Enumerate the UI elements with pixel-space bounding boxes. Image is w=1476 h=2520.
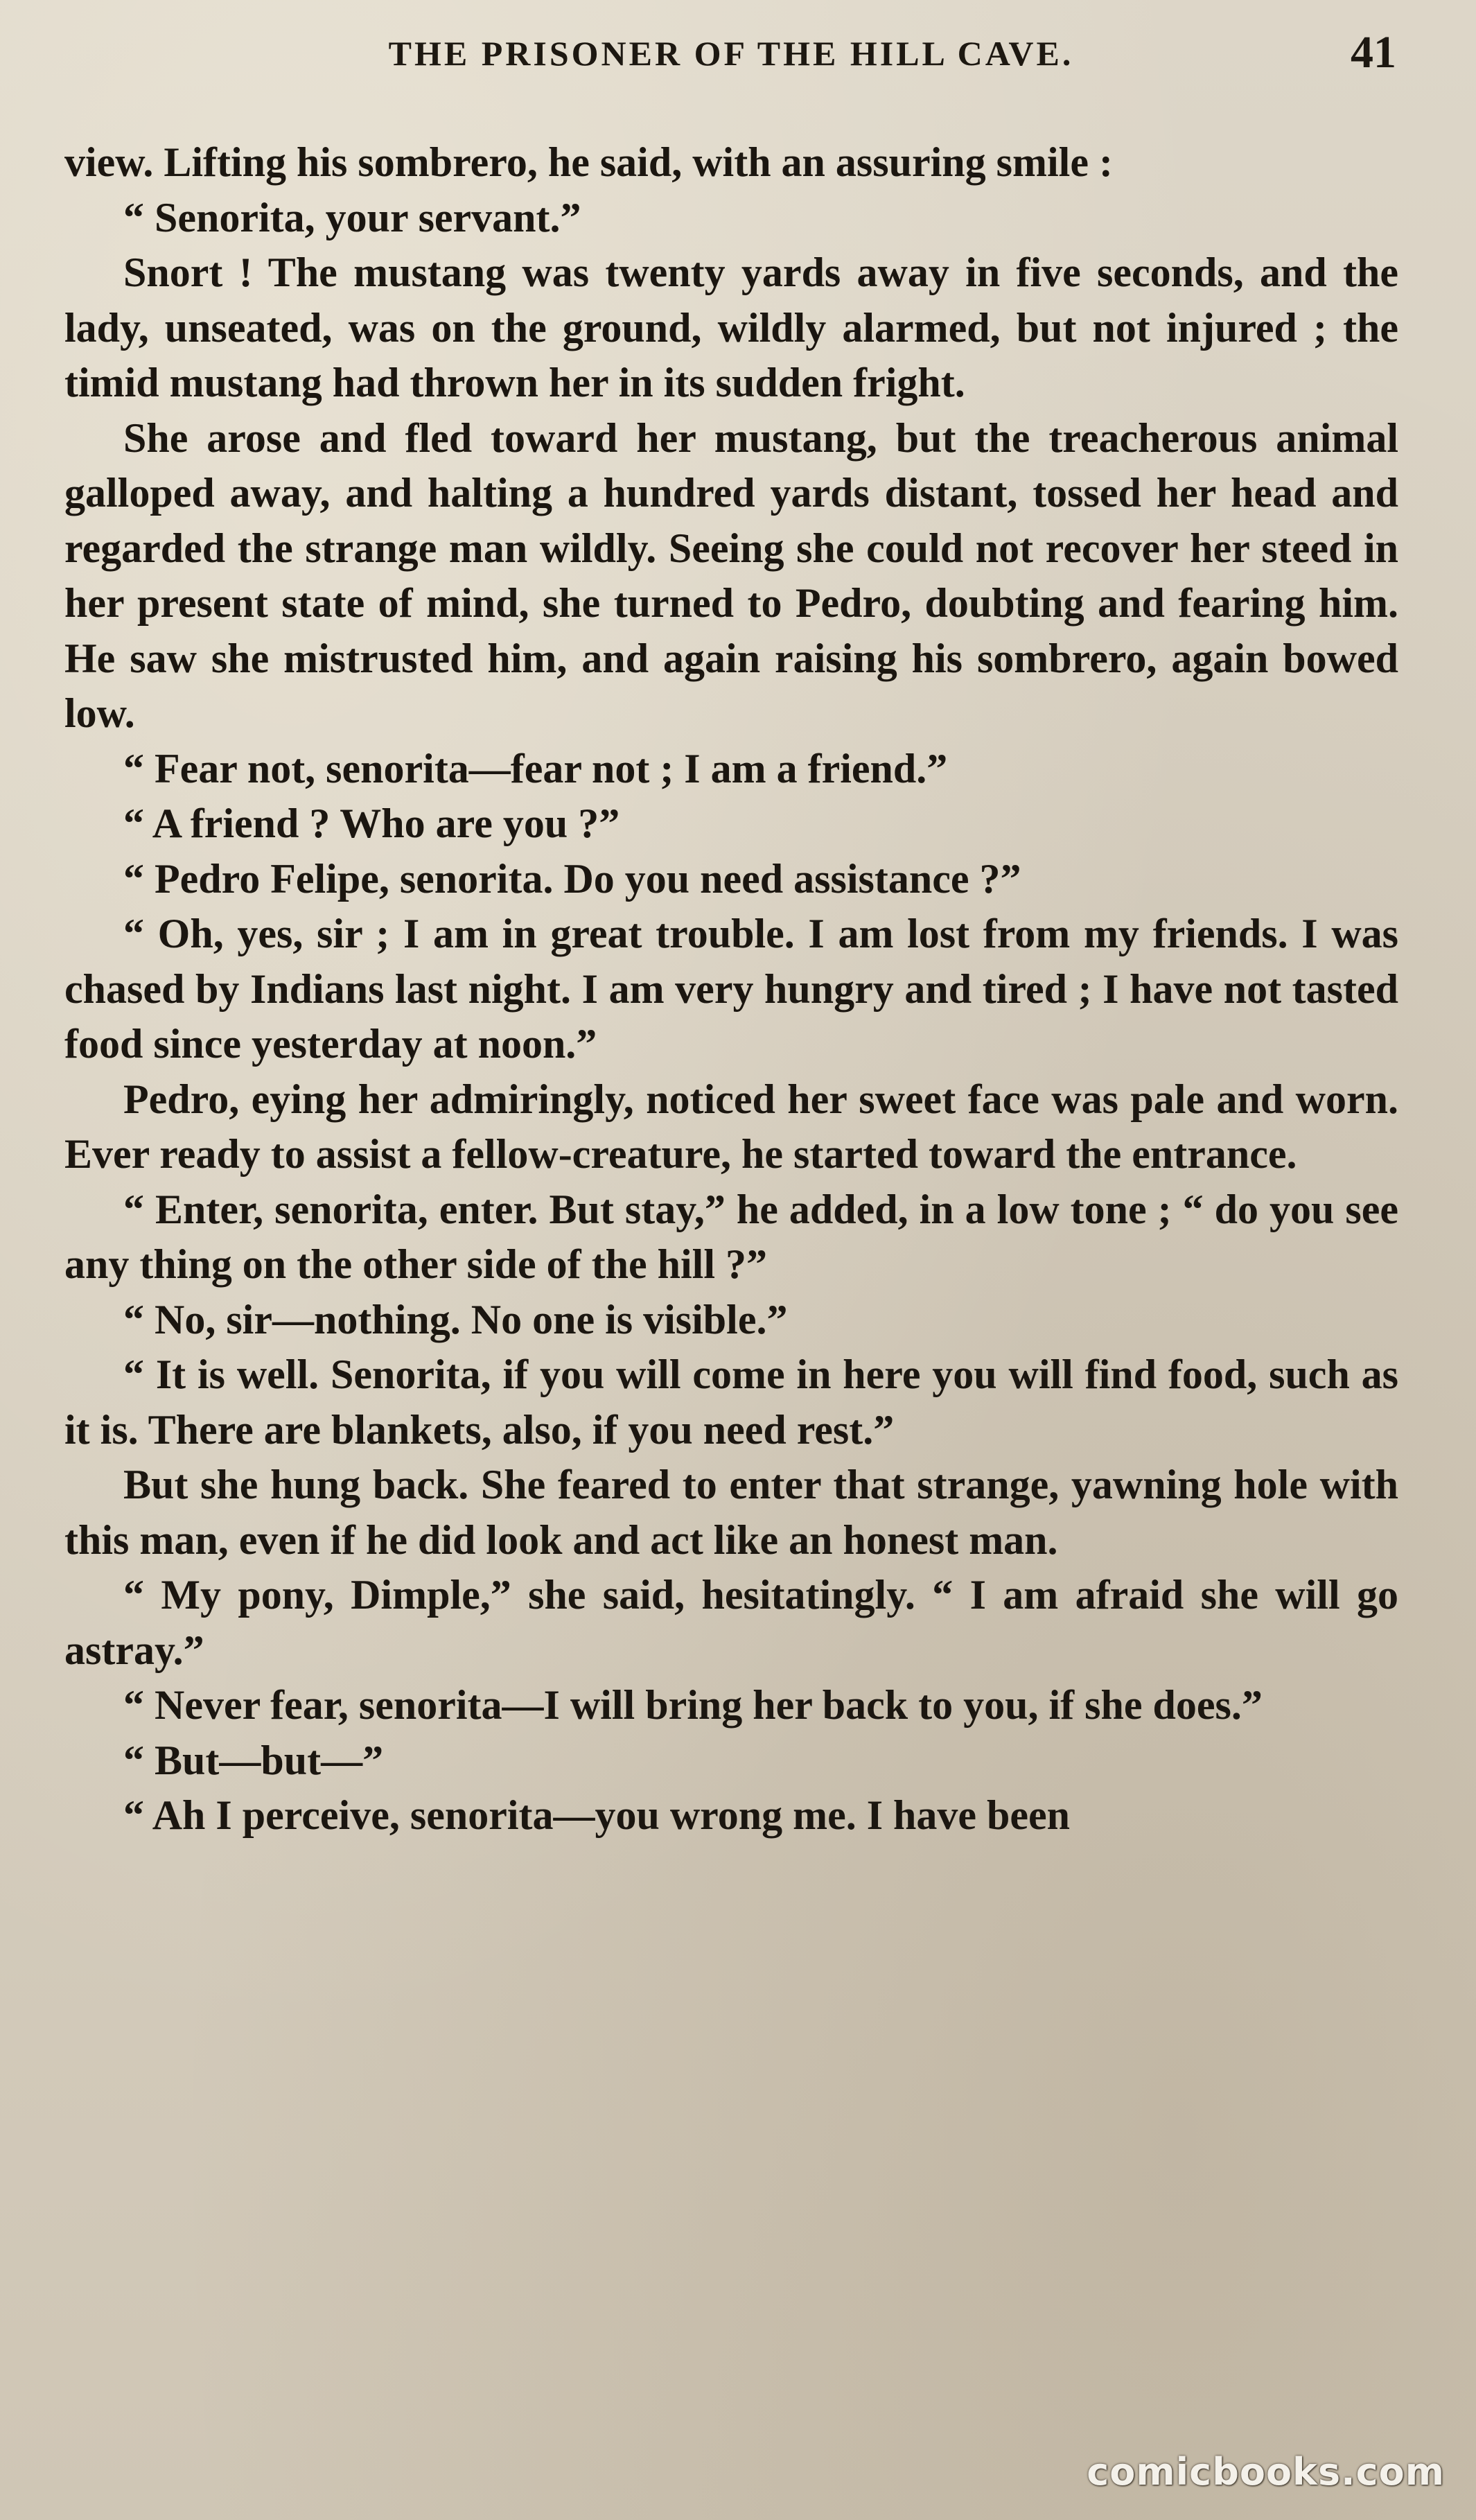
paragraph: “ Fear not, senorita—fear not ; I am a friend.”: [123, 745, 948, 791]
page-number: 41: [1351, 27, 1396, 78]
paragraph: Snort ! The mustang was twenty yards away in five seconds, and the lady, unseated, was on the ground, wildly alarmed, but not injured ; the timid mustang had thrown her in its sudden fright.: [64, 250, 1398, 405]
paragraph: “ Ah I perceive, senorita—you wrong me. I have been: [123, 1792, 1071, 1838]
page-header: [66, 26, 1396, 89]
paragraph: “ It is well. Senorita, if you will come in here you will find food, such as it is. There are blankets, also, if you need rest.”: [64, 1351, 1398, 1453]
paragraph: But she hung back. She feared to enter that strange, yawning hole with this man, even if he did look and act like an honest man.: [64, 1462, 1398, 1563]
paragraph: “ My pony, Dimple,” she said, hesitatingly. “ I am afraid she will go astray.”: [64, 1572, 1398, 1673]
paragraph: “ A friend ? Who are you ?”: [123, 800, 620, 846]
running-title: THE PRISONER OF THE HILL CAVE.: [388, 34, 1074, 73]
paragraph: She arose and fled toward her mustang, but the treacherous animal galloped away, and halting a hundred yards distant, tossed her head and regarded the strange man wildly. Seeing she could not recover her steed in her present state of mind, she turned to Pedro, doubting and fearing him. He saw she mistrusted him, and again raising his sombrero, again bowed low.: [64, 414, 1398, 736]
paragraph: “ Oh, yes, sir ; I am in great trouble. I am lost from my friends. I was chased by Indians last night. I am very hungry and tired ; I have not tasted food since yesterday at noon.”: [64, 911, 1398, 1067]
body-text: [64, 135, 1398, 1844]
paragraph: Pedro, eying her admiringly, noticed her sweet face was pale and worn. Ever ready to assist a fellow-creature, he started toward the entrance.: [64, 1076, 1398, 1177]
paragraph: “ Pedro Felipe, senorita. Do you need assistance ?”: [123, 855, 1021, 902]
paragraph: view. Lifting his sombrero, he said, with an assuring smile :: [64, 139, 1113, 185]
paragraph: “ Senorita, your servant.”: [123, 194, 581, 240]
paragraph: “ But—but—”: [123, 1737, 384, 1783]
paragraph: “ Never fear, senorita—I will bring her back to you, if she does.”: [123, 1682, 1263, 1728]
paragraph: “ Enter, senorita, enter. But stay,” he added, in a low tone ; “ do you see any thing on the other side of the hill ?”: [64, 1186, 1398, 1287]
paragraph: “ No, sir—nothing. No one is visible.”: [123, 1296, 788, 1342]
watermark: comicbooks.com: [1087, 2450, 1445, 2494]
